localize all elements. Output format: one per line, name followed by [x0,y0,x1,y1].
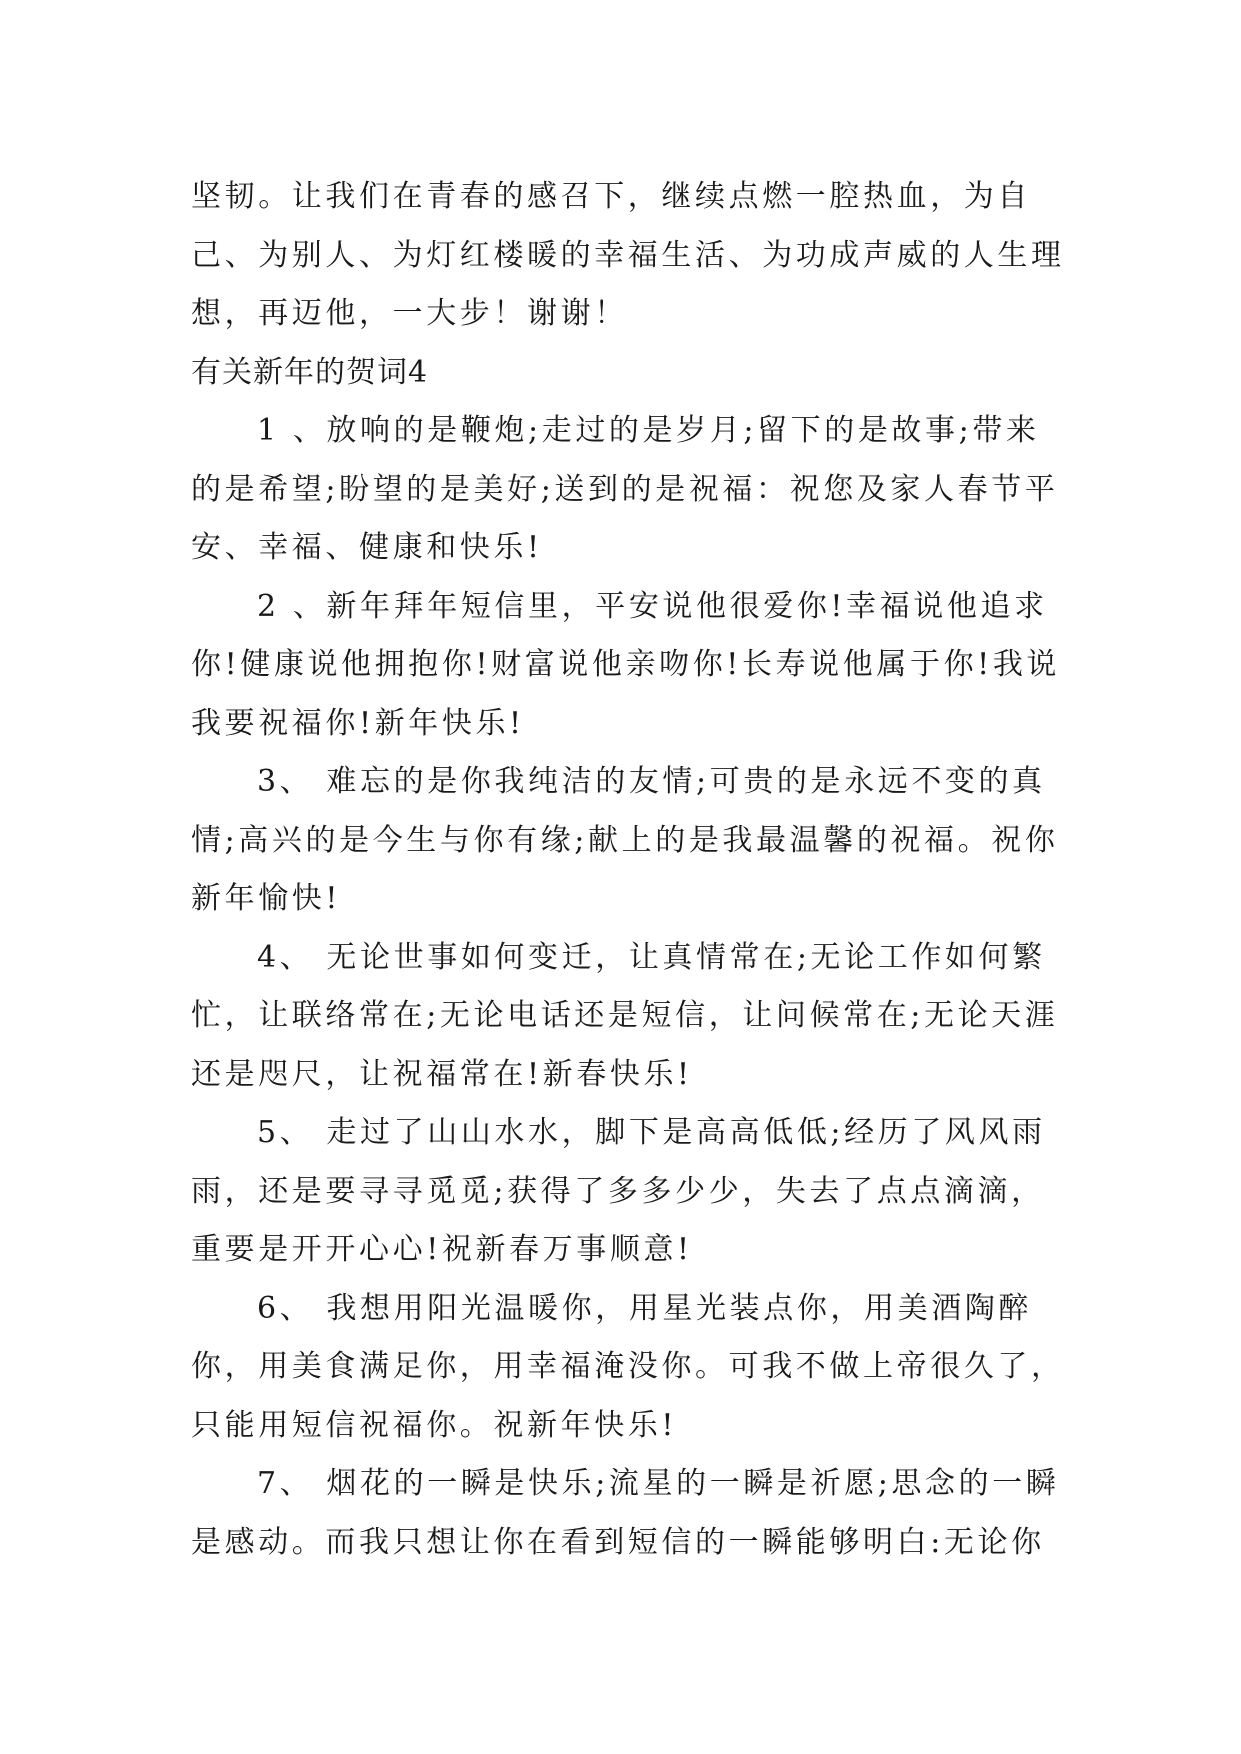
greeting-item-1: 1 、放响的是鞭炮;走过的是岁月;留下的是故事;带来的是希望;盼望的是美好;送到的是祝福：祝您及家人春节平安、幸福、健康和快乐! [191,413,1059,565]
greeting-item-3: 3、 难忘的是你我纯洁的友情;可贵的是永远不变的真情;高兴的是今生与你有缘;献上的是我最温馨的祝福。祝你新年愉快! [191,764,1059,916]
document-body [191,168,1071,1572]
greeting-item-2: 2 、新年拜年短信里，平安说他很爱你!幸福说他追求你!健康说他拥抱你!财富说他亲吻你!长寿说他属于你!我说我要祝福你!新年快乐! [191,588,1061,741]
greeting-item-5: 5、 走过了山山水水，脚下是高高低低;经历了风风雨雨，还是要寻寻觅觅;获得了多多少少，失去了点点滴滴，重要是开开心心!祝新春万事顺意! [191,1115,1046,1267]
continuation-paragraph: 坚韧。让我们在青春的感召下，继续点燃一腔热血，为自己、为别人、为灯红楼暖的幸福生活、为功成声威的人生理想，再迈他，一大步！谢谢！ [191,179,1065,331]
greeting-item-4: 4、 无论世事如何变迁，让真情常在;无论工作如何繁忙，让联络常在;无论电话还是短信，让问候常在;无论天涯还是咫尺，让祝福常在!新春快乐! [191,939,1059,1092]
greeting-item-7: 7、 烟花的一瞬是快乐;流星的一瞬是祈愿;思念的一瞬是感动。而我只想让你在看到短信的一瞬能够明白:无论你 [191,1466,1060,1560]
section-title: 有关新年的贺词4 [191,354,429,390]
greeting-item-6: 6、 我想用阳光温暖你，用星光装点你，用美酒陶醉你，用美食满足你，用幸福淹没你。可我不做上帝很久了，只能用短信祝福你。祝新年快乐! [191,1290,1065,1443]
